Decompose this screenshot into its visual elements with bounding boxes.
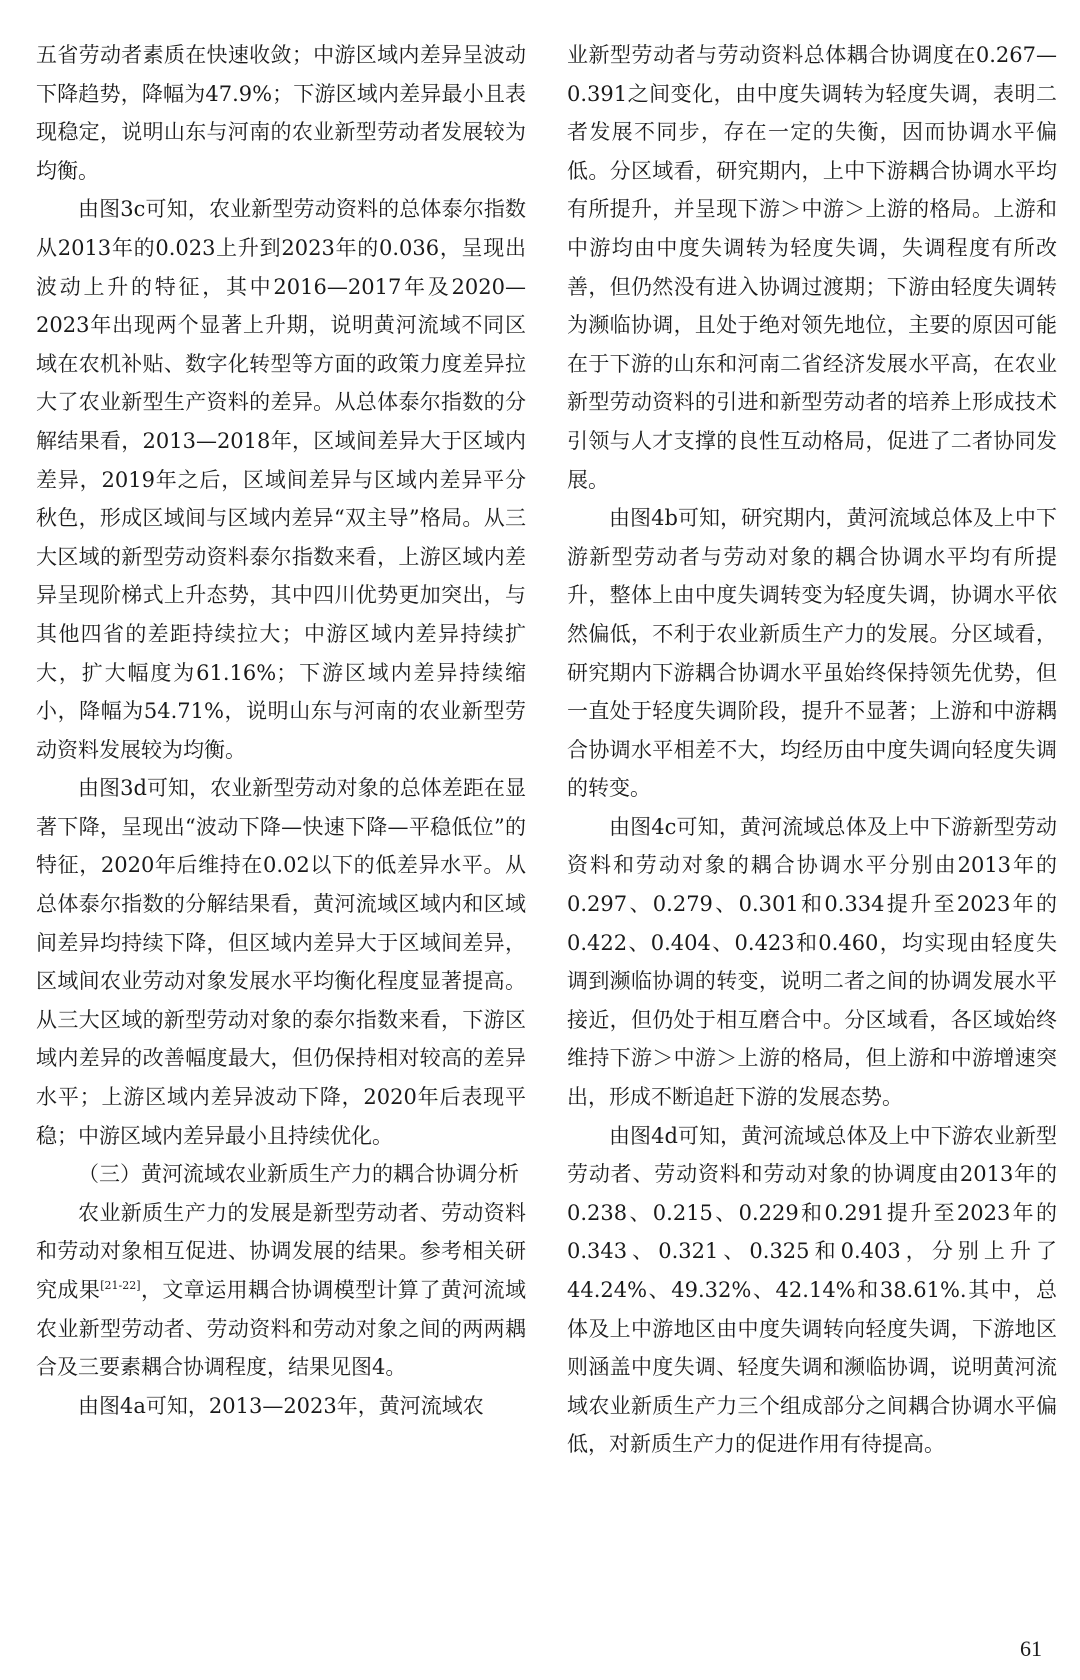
paragraph: 五省劳动者素质在快速收敛；中游区域内差异呈波动下降趋势，降幅为47.9%；下游区域内差异最小且表现稳定，说明山东与河南的农业新型劳动者发展较为均衡。: [36, 43, 526, 183]
left-column: [36, 36, 526, 1425]
citation-ref: [21-22]: [100, 1279, 141, 1292]
paragraph: 由图3c可知，农业新型劳动资料的总体泰尔指数从2013年的0.023上升到2023年的0.036，呈现出波动上升的特征，其中2016—2017年及2020—2023年出现两个显著上升期，说明黄河流域不同区域在农机补贴、数字化转型等方面的政策力度差异拉大了农业新型生产资料的差异。从总体泰尔指数的分解结果看，2013—2018年，区域间差异大于区域内差异，2019年之后，区域间差异与区域内差异平分秋色，形成区域间与区域内差异“双主导”格局。从三大区域的新型劳动资料泰尔指数来看，上游区域内差异呈现阶梯式上升态势，其中四川优势更加突出，与其他四省的差距持续拉大；中游区域内差异持续扩大，扩大幅度为61.16%；下游区域内差异持续缩小，降幅为54.71%，说明山东与河南的农业新型劳动资料发展较为均衡。: [36, 197, 526, 762]
paragraph-text: ，文章运用耦合协调模型计算了黄河流域农业新型劳动者、劳动资料和劳动对象之间的两两耦合及三要素耦合协调程度，结果见图4。: [36, 1278, 527, 1380]
paragraph: [36, 1194, 526, 1387]
paragraph: 由图4a可知，2013—2023年，黄河流域农: [78, 1393, 484, 1418]
paragraph: 由图4d可知，黄河流域总体及上中下游农业新型劳动者、劳动资料和劳动对象的协调度由2013年的0.238、0.215、0.229和0.291提升至2023年的0.343、0.321、0.325和0.403，分别上升了44.24%、49.32%、42.14%和38.61%.其中，总体及上中游地区由中度失调转向轻度失调，下游地区则涵盖中度失调、轻度失调和濒临协调，说明黄河流域农业新质生产力三个组成部分之间耦合协调水平偏低，对新质生产力的促进作用有待提高。: [567, 1123, 1057, 1457]
right-column: [567, 36, 1057, 1464]
paragraph: 由图4b可知，研究期内，黄河流域总体及上中下游新型劳动者与劳动对象的耦合协调水平均有所提升，整体上由中度失调转变为轻度失调，协调水平依然偏低，不利于农业新质生产力的发展。分区域看，研究期内下游耦合协调水平虽始终保持领先优势，但一直处于轻度失调阶段，提升不显著；上游和中游耦合协调水平相差不大，均经历由中度失调向轻度失调的转变。: [567, 506, 1057, 801]
section-heading: （三）黄河流域农业新质生产力的耦合协调分析: [78, 1162, 519, 1187]
paragraph: 由图4c可知，黄河流域总体及上中下游新型劳动资料和劳动对象的耦合协调水平分别由2013年的0.297、0.279、0.301和0.334提升至2023年的0.422、0.404、0.423和0.460，均实现由轻度失调到濒临协调的转变，说明二者之间的协调发展水平接近，但仍处于相互磨合中。分区域看，各区域始终维持下游＞中游＞上游的格局，但上游和中游增速突出，形成不断追赶下游的发展态势。: [567, 814, 1057, 1110]
paragraph: 由图3d可知，农业新型劳动对象的总体差距在显著下降，呈现出“波动下降—快速下降—平稳低位”的特征，2020年后维持在0.02以下的低差异水平。从总体泰尔指数的分解结果看，黄河流域区域内和区域间差异均持续下降，但区域内差异大于区域间差异，区域间农业劳动对象发展水平均衡化程度显著提高。从三大区域的新型劳动对象的泰尔指数来看，下游区域内差异的改善幅度最大，但仍保持相对较高的差异水平；上游区域内差异波动下降，2020年后表现平稳；中游区域内差异最小且持续优化。: [36, 776, 526, 1148]
page-number: 61: [1020, 1636, 1042, 1661]
paragraph: 业新型劳动者与劳动资料总体耦合协调度在0.267—0.391之间变化，由中度失调转为轻度失调，表明二者发展不同步，存在一定的失衡，因而协调水平偏低。分区域看，研究期内，上中下游耦合协调水平均有所提升，并呈现下游＞中游＞上游的格局。上游和中游均由中度失调转为轻度失调，失调程度有所改善，但仍然没有进入协调过渡期；下游由轻度失调转为濒临协调，且处于绝对领先地位，主要的原因可能在于下游的山东和河南二省经济发展水平高，在农业新型劳动资料的引进和新型劳动者的培养上形成技术引领与人才支撑的良性互动格局，促进了二者协同发展。: [567, 43, 1057, 492]
paragraph-text: 农业新质生产力的发展是新型劳动者、劳动资料和劳动对象相互促进、协调发展的结果。参考相关研究成果: [36, 1200, 526, 1302]
